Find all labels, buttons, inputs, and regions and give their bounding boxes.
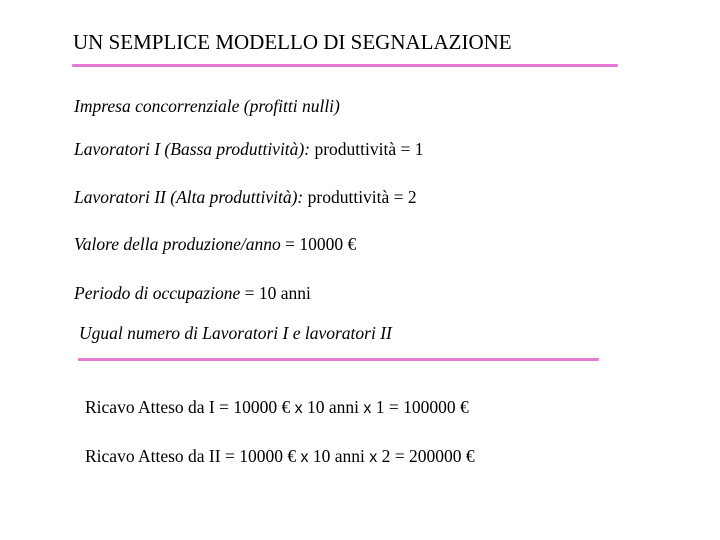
line-production-value-label: Valore della produzione/anno	[74, 234, 281, 254]
result-high-suffix: 2 = 200000 €	[377, 446, 475, 466]
title-underline	[72, 64, 618, 67]
line-employment-period-value: = 10 anni	[240, 283, 311, 303]
result-high	[85, 446, 475, 467]
result-high-prefix: Ricavo Atteso da II = 10000 €	[85, 446, 301, 466]
section-divider	[78, 358, 599, 361]
line-production-value-value: = 10000 €	[280, 234, 357, 254]
line-workers-low-label: Lavoratori I (Bassa produttività):	[74, 139, 311, 159]
result-low-suffix: 1 = 100000 €	[371, 397, 469, 417]
line-firm	[74, 96, 340, 117]
result-low-times-1: x	[294, 400, 303, 417]
result-low-times-2: x	[363, 400, 372, 417]
result-low-mid: 10 anni	[302, 397, 364, 417]
line-equal-workers-label: Ugual numero di Lavoratori I e lavoratori II	[79, 323, 392, 343]
line-employment-period-label: Periodo di occupazione	[74, 283, 241, 303]
line-employment-period	[74, 283, 311, 304]
line-workers-high-label: Lavoratori II (Alta produttività):	[74, 187, 304, 207]
line-workers-low	[74, 139, 424, 160]
line-production-value	[74, 234, 356, 255]
line-equal-workers	[79, 323, 392, 344]
line-workers-high	[74, 187, 417, 208]
line-workers-low-value: produttività = 1	[310, 139, 424, 159]
result-low	[85, 397, 469, 418]
line-workers-high-value: produttività = 2	[303, 187, 417, 207]
line-firm-label: Impresa concorrenziale (profitti nulli)	[74, 96, 340, 116]
result-high-times-1: x	[300, 449, 309, 466]
result-high-mid: 10 anni	[308, 446, 370, 466]
result-low-prefix: Ricavo Atteso da I = 10000 €	[85, 397, 295, 417]
result-high-times-2: x	[369, 449, 378, 466]
slide-title: UN SEMPLICE MODELLO DI SEGNALAZIONE	[73, 30, 512, 54]
